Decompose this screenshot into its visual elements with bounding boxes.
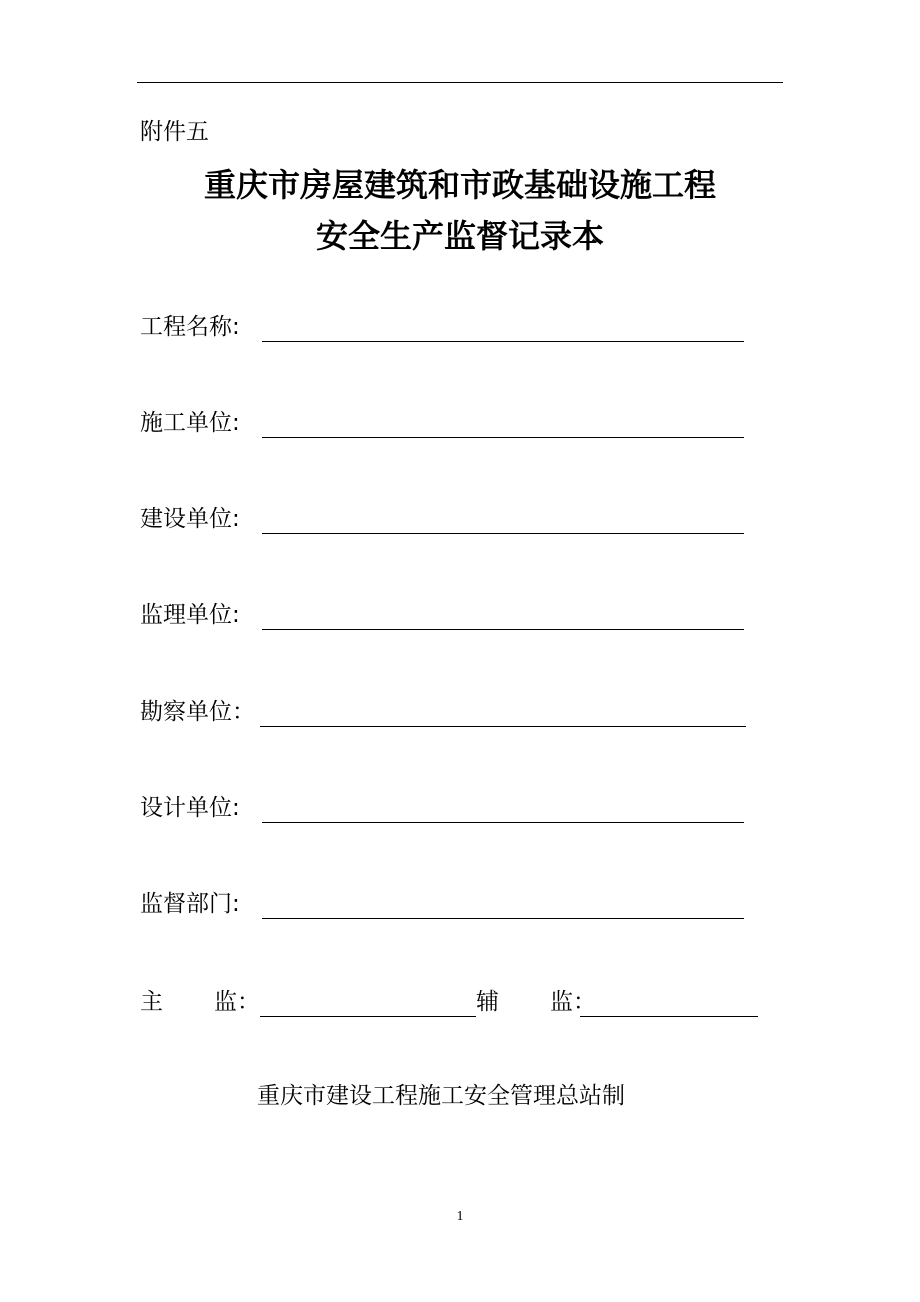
developer-unit-input[interactable]	[262, 504, 750, 532]
field-label: 建设单位:	[140, 506, 240, 532]
field-supervision-department	[140, 889, 760, 923]
page-number: 1	[456, 1209, 464, 1224]
assistant-supervisor-underline	[580, 1016, 758, 1017]
assistant-supervisor-label-2: 监：	[550, 989, 596, 1015]
document-title-line-2: 安全生产监督记录本	[315, 217, 604, 255]
construction-unit-input[interactable]	[262, 408, 750, 436]
field-label: 勘察单位：	[140, 699, 255, 725]
field-label: 监督部门:	[140, 891, 240, 917]
supervision-department-input[interactable]	[262, 889, 750, 917]
field-underline	[262, 629, 744, 630]
field-supervision-unit	[140, 600, 760, 634]
design-unit-input[interactable]	[262, 793, 750, 821]
assistant-supervisor-input[interactable]	[580, 987, 764, 1015]
assistant-supervisor-label-1: 辅	[476, 989, 499, 1015]
supervisors-row	[140, 987, 780, 1021]
chief-supervisor-label-2: 监：	[214, 989, 260, 1015]
field-underline	[262, 918, 744, 919]
field-underline	[262, 341, 744, 342]
field-project-name	[140, 312, 760, 346]
survey-unit-input[interactable]	[260, 697, 752, 725]
attachment-label: 附件五	[140, 119, 209, 145]
field-construction-unit	[140, 408, 760, 442]
field-underline	[262, 822, 744, 823]
field-label: 设计单位:	[140, 795, 240, 821]
field-developer-unit	[140, 504, 760, 538]
chief-supervisor-label-1: 主	[140, 989, 163, 1015]
field-underline	[260, 726, 746, 727]
document-title-line-1: 重庆市房屋建筑和市政基础设施工程	[203, 166, 716, 204]
issuer-text: 重庆市建设工程施工安全管理总站制	[257, 1083, 625, 1109]
chief-supervisor-input[interactable]	[260, 987, 482, 1015]
field-label: 监理单位:	[140, 602, 240, 628]
supervision-unit-input[interactable]	[262, 600, 750, 628]
header-rule	[137, 82, 783, 83]
field-underline	[262, 533, 744, 534]
field-label: 工程名称:	[140, 314, 240, 340]
field-underline	[262, 437, 744, 438]
project-name-input[interactable]	[262, 312, 750, 340]
field-survey-unit	[140, 697, 760, 731]
field-label: 施工单位:	[140, 410, 240, 436]
field-design-unit	[140, 793, 760, 827]
chief-supervisor-underline	[260, 1016, 476, 1017]
